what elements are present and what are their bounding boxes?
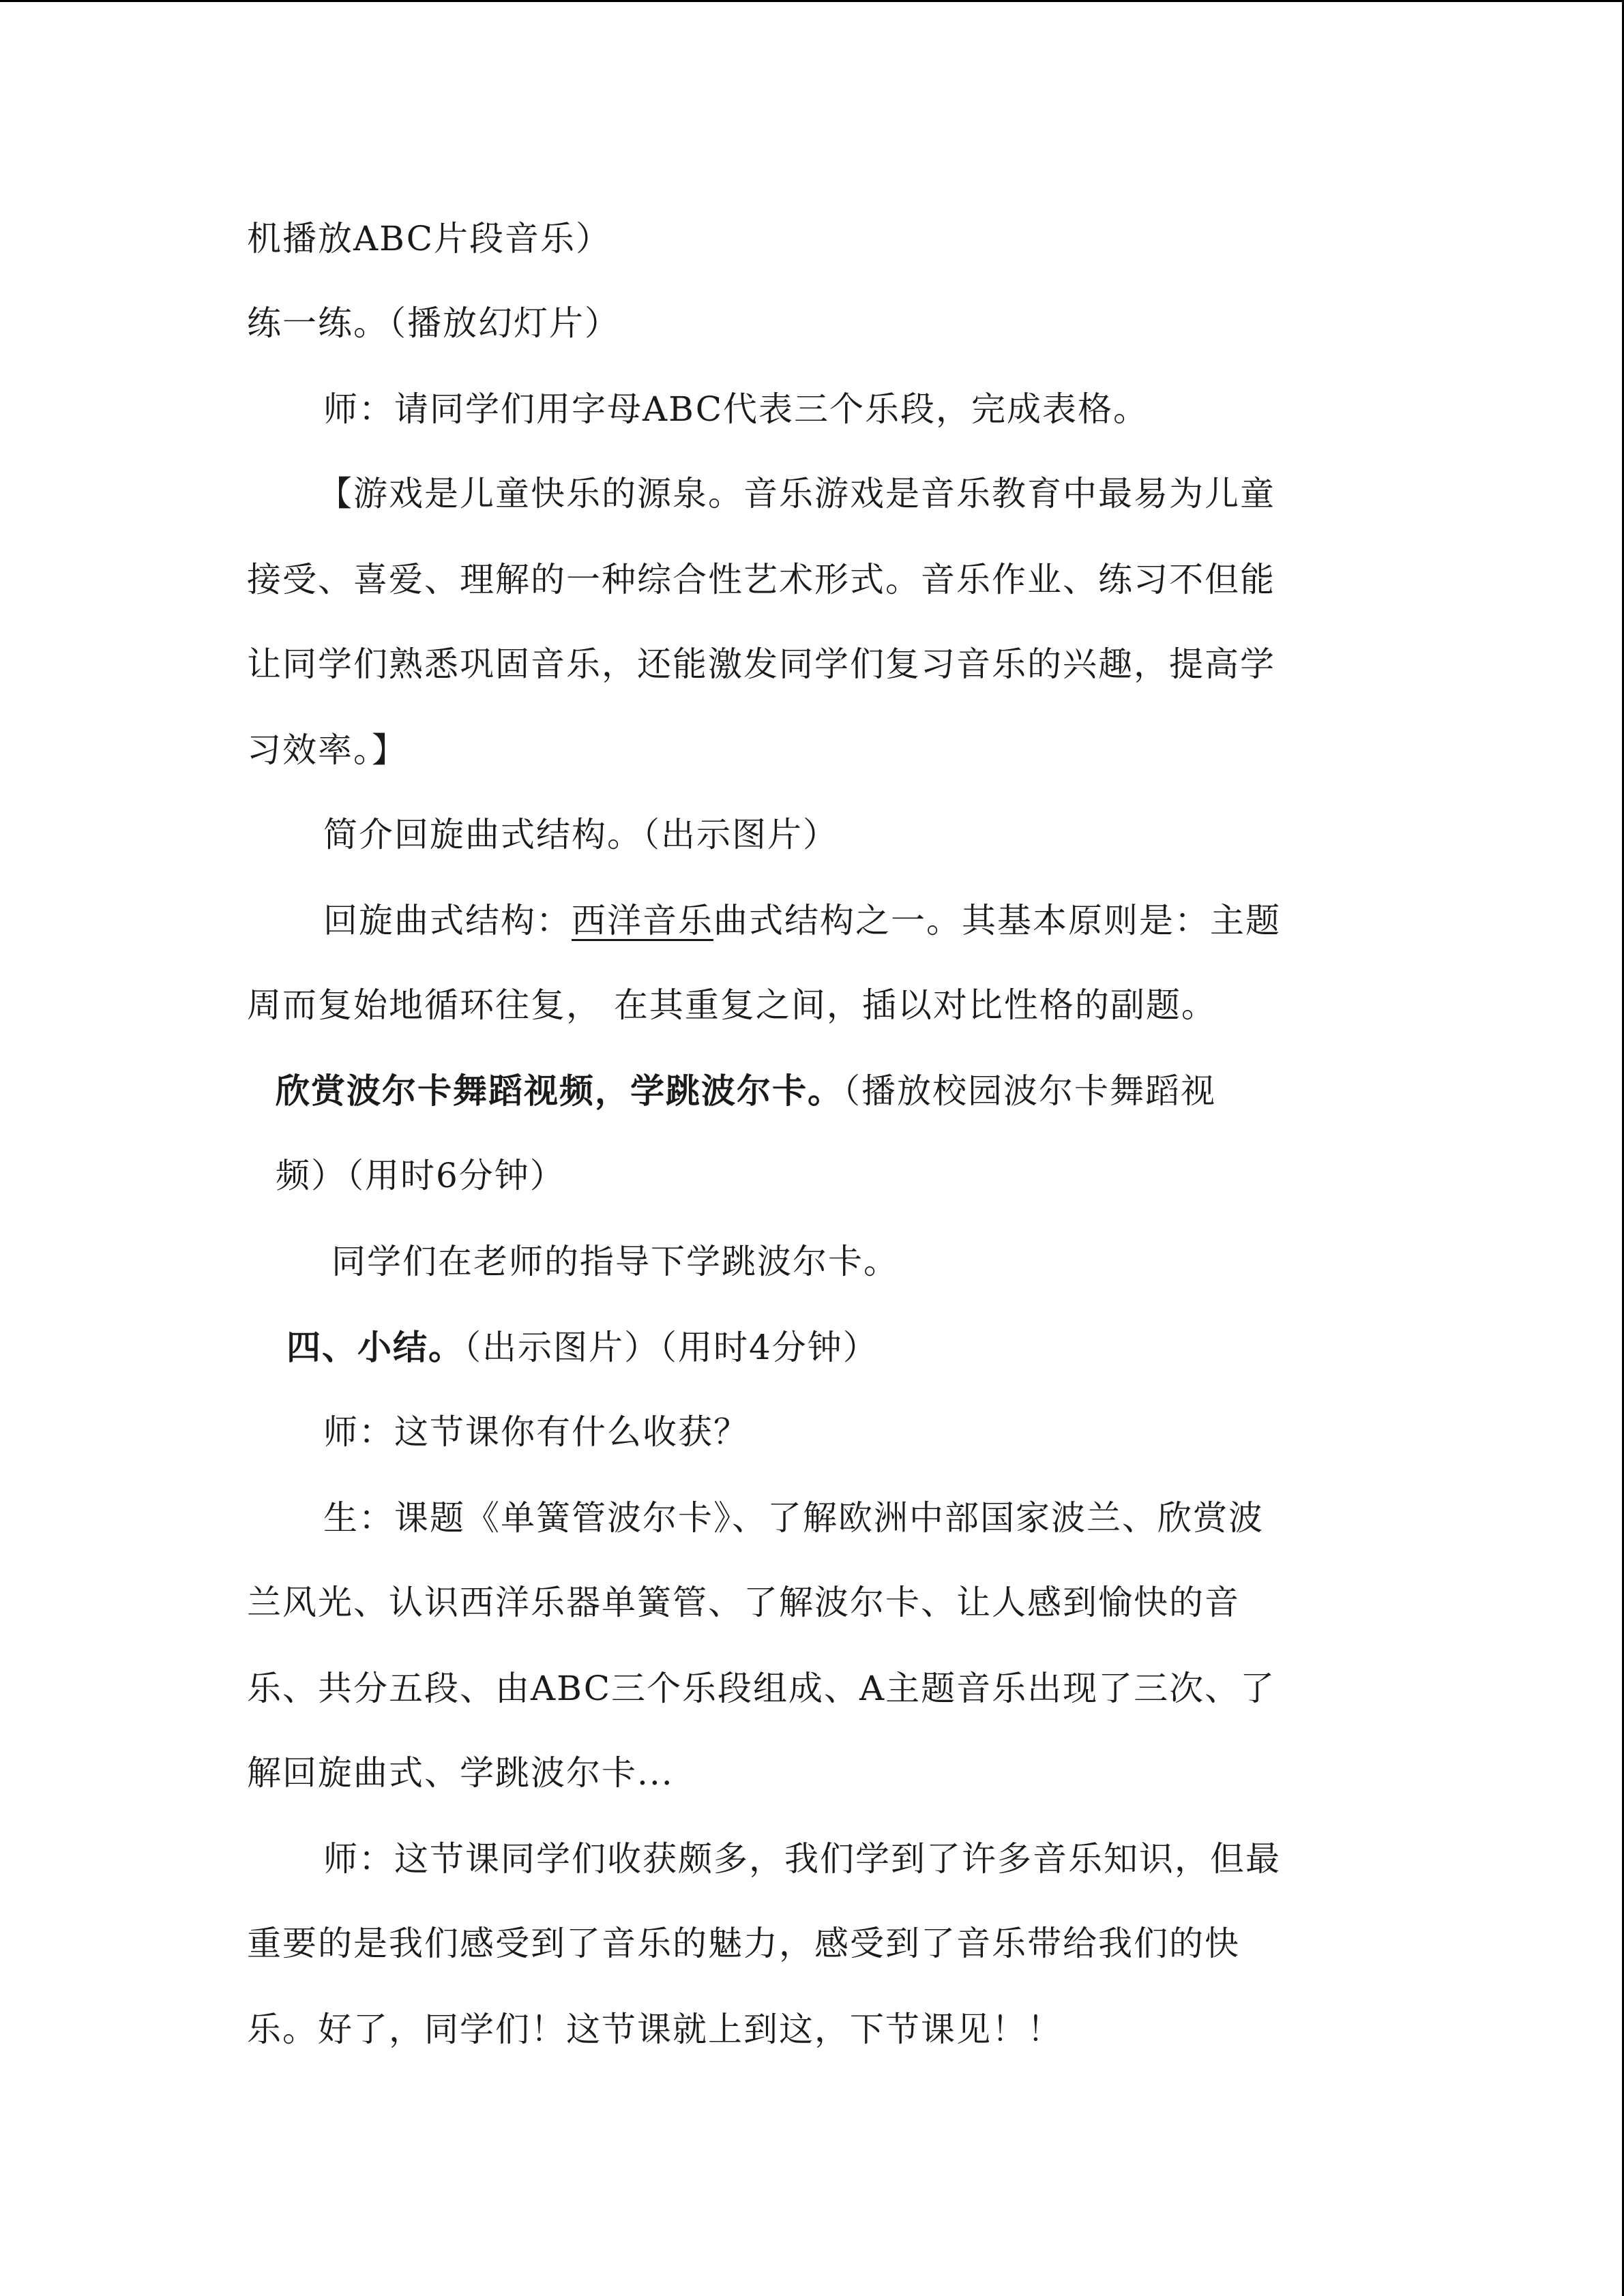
text-line: 兰风光、认识西洋乐器单簧管、了解波尔卡、让人感到愉快的音 <box>247 1583 1240 1622</box>
page-border-top <box>0 0 1624 2</box>
text-line <box>286 1322 1405 1373</box>
text-line: 师：请同学们用字母ABC代表三个乐段，完成表格。 <box>323 389 1149 429</box>
text-line: 解回旋曲式、学跳波尔卡... <box>247 1753 674 1793</box>
text-line: 师：这节课同学们收获颇多，我们学到了许多音乐知识，但最 <box>323 1839 1281 1879</box>
western-music-link[interactable]: 西洋音乐 <box>572 901 713 940</box>
text-line: 同学们在老师的指导下学跳波尔卡。 <box>331 1242 899 1281</box>
text-line: 频）（用时6分钟） <box>276 1156 565 1195</box>
text-segment: （播放校园波尔卡舞蹈视 <box>843 1071 1216 1111</box>
text-line: 机播放ABC片段音乐） <box>247 219 612 258</box>
text-line: 重要的是我们感受到了音乐的魅力，感受到了音乐带给我们的快 <box>247 1924 1240 1963</box>
text-line: 练一练。（播放幻灯片） <box>247 303 620 343</box>
text-line: 乐。好了，同学们！这节课就上到这，下节课见！！ <box>247 2010 1063 2049</box>
text-segment: 回旋曲式结构： <box>323 901 572 940</box>
text-line <box>276 1065 1394 1117</box>
text-line: 让同学们熟悉巩固音乐，还能激发同学们复习音乐的兴趣，提高学 <box>247 644 1275 684</box>
text-line: 乐、共分五段、由ABC三个乐段组成、A主题音乐出现了三次、了 <box>247 1669 1276 1708</box>
text-line <box>323 895 1442 946</box>
section-heading: 四、小结。 <box>286 1327 464 1367</box>
text-line: 生：课题《单簧管波尔卡》、了解欧洲中部国家波兰、欣赏波 <box>323 1498 1264 1538</box>
text-line: 简介回旋曲式结构。（出示图片） <box>323 815 838 854</box>
text-line: 【游戏是儿童快乐的源泉。音乐游戏是音乐教育中最易为儿童 <box>318 474 1275 513</box>
text-segment: 曲式结构之一。其基本原则是：主题 <box>713 901 1281 940</box>
section-heading: 欣赏波尔卡舞蹈视频，学跳波尔卡。 <box>276 1071 843 1111</box>
text-line: 习效率。】 <box>247 730 407 770</box>
text-segment: （出示图片）（用时4分钟） <box>464 1328 879 1367</box>
text-line: 师：这节课你有什么收获？ <box>323 1412 749 1452</box>
text-line: 接受、喜爱、理解的一种综合性艺术形式。音乐作业、练习不但能 <box>247 560 1275 599</box>
text-line: 周而复始地循环往复， 在其重复之间，插以对比性格的副题。 <box>247 985 1217 1025</box>
